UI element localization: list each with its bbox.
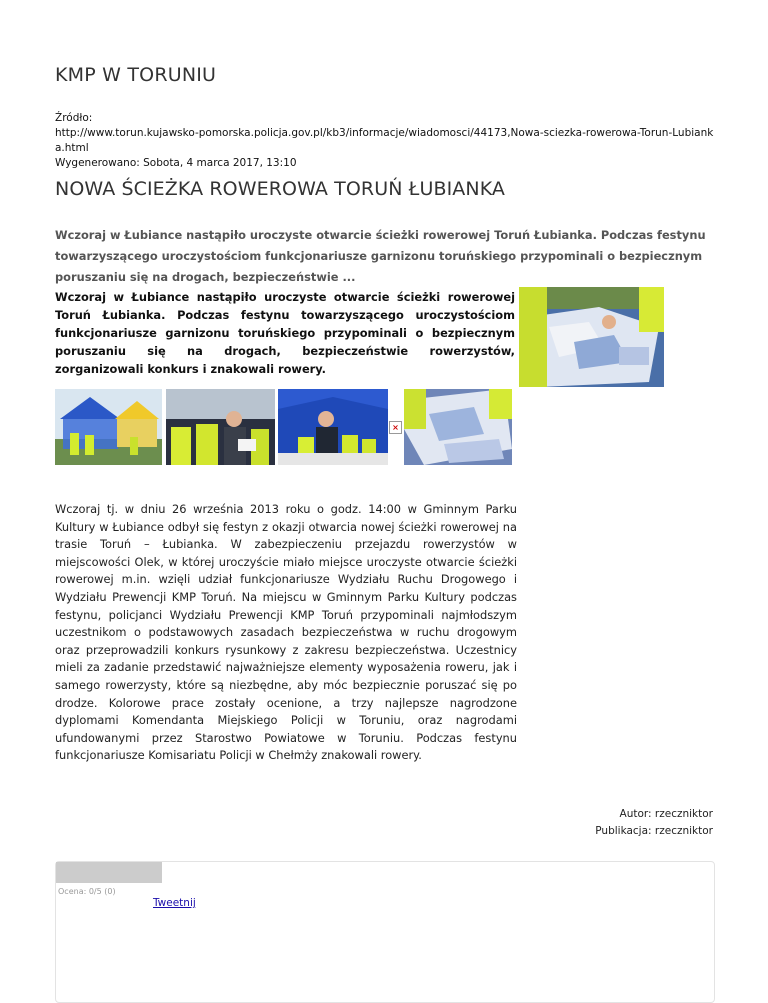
rating-bar[interactable]	[56, 862, 162, 883]
article-body: Wczoraj tj. w dniu 26 września 2013 roku o godz. 14:00 w Gminnym Parku Kultury w Łubiance odbył się festyn z okazji otwarcia nowej ścieżki rowerowej na trasie Toruń – Łubianka. W zabezpieczeniu przejazdu rowerzystów w miejscowości Olek, w której uroczyście miało miejsce uroczyste otwarcie ścieżki rowerowej m.in. wzięli udział funkcjonariusze Wydziału Ruchu Drogowego i Wydziału Prewencji KMP Toruń. Na miejscu w Gminnym Parku Kultury podczas festynu, policjanci Wydziału Prewencji KMP Toruń przypominali najmłodszym uczestnikom o podstawowych zasadach bezpieczeństwa w ruchu drogowym oraz przeprowadzili konkurs rysunkowy z zakresu bezpieczeństwa. Uczestnicy mieli za zadanie przedstawić najważniejsze elementy wyposażenia roweru, jak i samego rowerzysty, które są niezbędne, aby móc bezpiecznie poruszać się po drodze. Kolorowe prace zostały ocenione, a trzy najlepsze nagrodzone dyplomami Komendanta Miejskiego Policji w Toruniu, oraz nagrodami ufundowanymi przez Starostwo Powiatowe w Toruniu. Podczas festynu funkcjonariusze Komisariatu Policji w Chełmży znakowali rowery.	[55, 502, 517, 763]
gallery-photo-officers[interactable]	[166, 389, 275, 465]
gallery-photo-tent-interior[interactable]	[278, 389, 388, 465]
article-lead: Wczoraj w Łubiance nastąpiło uroczyste otwarcie ścieżki rowerowej Toruń Łubianka. Podczas festynu towarzyszącego uroczystościom funkcjonariusze garnizonu toruńskiego przypominali o bezpiecznym poruszaniu się na drogach, bezpieczeństwie ...	[55, 228, 706, 284]
source-meta	[55, 111, 715, 171]
publication: Publikacja: rzeczniktor	[595, 825, 713, 837]
broken-image-icon: ×	[389, 421, 402, 434]
rating-panel	[55, 861, 715, 1003]
generated-date: Wygenerowano: Sobota, 4 marca 2017, 13:10	[55, 157, 297, 169]
source-url[interactable]: http://www.torun.kujawsko-pomorska.policja.gov.pl/kb3/informacje/wiadomosci/44173,Nowa-sciezka-rowerowa-Torun-Lubianka.html	[55, 127, 714, 154]
article-title: NOWA ŚCIEŻKA ROWEROWA TORUŃ ŁUBIANKA	[55, 178, 506, 200]
main-photo[interactable]	[519, 287, 664, 387]
gallery-photo-drawings[interactable]	[404, 389, 512, 465]
source-label: Źródło:	[55, 112, 93, 124]
tweet-link[interactable]: Tweetnij	[153, 897, 196, 909]
author: Autor: rzeczniktor	[619, 808, 713, 820]
gallery-photo-tents[interactable]	[55, 389, 162, 465]
site-title: KMP W TORUNIU	[55, 64, 217, 86]
article-intro: Wczoraj w Łubiance nastąpiło uroczyste otwarcie ścieżki rowerowej Toruń Łubianka. Podczas festynu towarzyszącego uroczystościom funkcjonariusze garnizonu toruńskiego przypominali o bezpiecznym poruszaniu się na drogach, bezpieczeństwie rowerzystów, zorganizowali konkurs i znakowali rowery.	[55, 290, 515, 376]
rating-text: Ocena: 0/5 (0)	[58, 887, 116, 896]
